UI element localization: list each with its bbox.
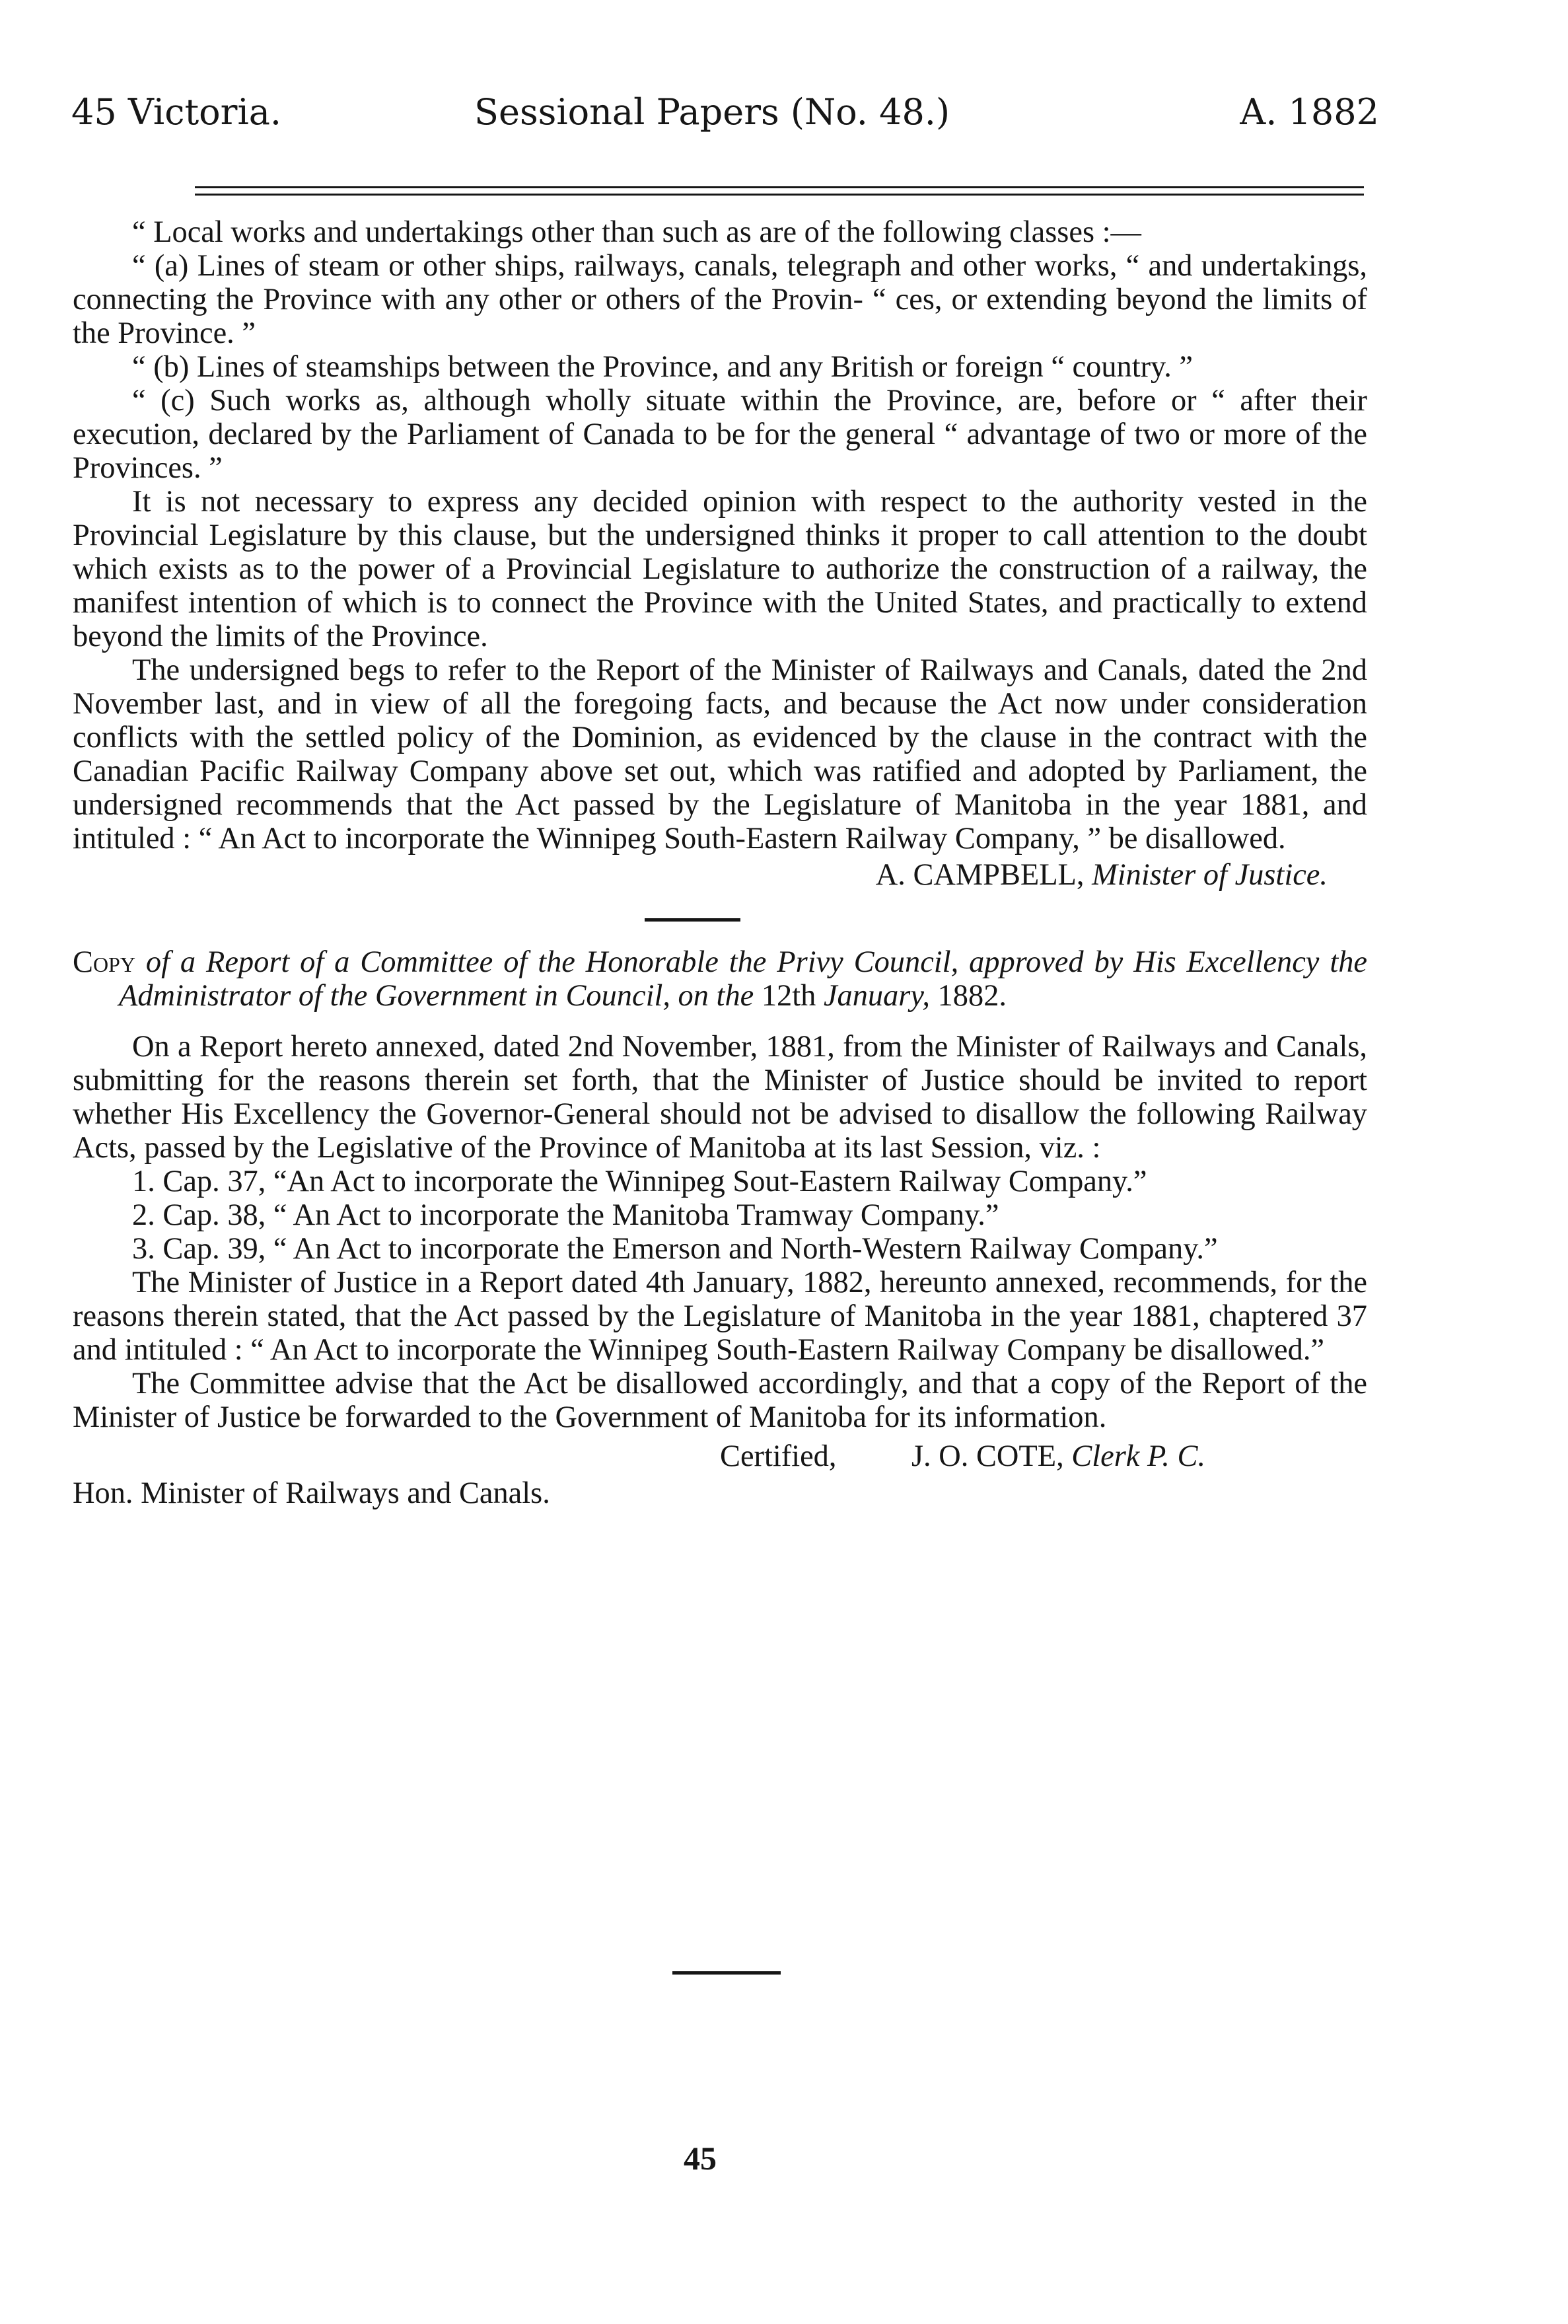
signatory-title: Minister of Justice. [1092,858,1328,892]
clerk-title: Clerk P. C. [1071,1439,1206,1473]
header-year: A. 1882 [1240,91,1379,133]
addressee: Hon. Minister of Railways and Canals. [73,1476,550,1510]
document-body [73,215,1367,1510]
quoted-item-c: “ (c) Such works as, although wholly situate within the Province, are, before or “ after their execution, declared by the Parliament of Canada to be for the general “ advantage of two or more of the Provinces. ” [73,384,1367,485]
report-paragraph-1: On a Report hereto annexed, dated 2nd November, 1881, from the Minister of Railways and Canals, submitting for the reasons therein set forth, that the Minister of Justice should be invited to report whether His Excellency the Governor-General should not be advised to disallow the following Railway Acts, passed by the Legislative of the Province of Manitoba at its last Session, viz. : [73,1030,1367,1165]
certification-line [73,1439,1367,1476]
clerk-signature [911,1439,1205,1473]
act-list-item-3: 3. Cap. 39, “ An Act to incorporate the Emerson and North-Western Railway Company.” [132,1232,1218,1266]
quoted-item-b: “ (b) Lines of steamships between the Province, and any British or foreign “ country. ” [132,350,1194,384]
report-paragraph-2: The Minister of Justice in a Report dated 4th January, 1882, hereunto annexed, recommends, for the reasons therein stated, that the Act passed by the Legislature of Manitoba in the year 1881, chaptered 37 and intituled : “ An Act to incorporate the Winnipeg South-Eastern Railway Company be disallowed.” [73,1266,1367,1367]
clerk-name: J. O. COTE, [911,1439,1064,1473]
heading-date-day: 12th [761,979,816,1013]
header-sessional-papers: Sessional Papers (No. 48.) [474,91,950,133]
act-list-item-2: 2. Cap. 38, “ An Act to incorporate the Manitoba Tramway Company.” [132,1198,999,1232]
authority-paragraph: It is not necessary to express any decided opinion with respect to the authority vested in the Provincial Legislature by this clause, but the undersigned thinks it proper to call attention to the doubt which exists as to the power of a Provincial Legislature to authorize the construction of a railway, the manifest intention of which is to connect the Province with the United States, and practically to extend beyond the limits of the Province. [73,485,1367,653]
heading-lead-word: Copy [73,945,135,979]
header-double-rule [195,186,1364,196]
signatory-name: A. CAMPBELL, [875,858,1085,892]
certified-label: Certified, [720,1439,837,1473]
heading-year: 1882. [937,979,1007,1013]
closing-divider [672,1971,781,1975]
report-heading [73,945,1367,1013]
page-number: 45 [684,2140,717,2177]
report-paragraph-3: The Committee advise that the Act be disallowed accordingly, and that a copy of the Report of the Minister of Justice be forwarded to the Government of Manitoba for its information. [73,1367,1367,1434]
heading-date-month: January, [823,979,930,1013]
quoted-intro: “ Local works and undertakings other than such as are of the following classes :— [132,215,1141,249]
heading-text: of a Report of a Committee of the Honorable the Privy Council, approved by His Excellency the Administrator of the Government in Council, on the [119,945,1367,1013]
minister-signature [73,858,1367,892]
section-divider [645,918,740,922]
quoted-item-a: “ (a) Lines of steam or other ships, railways, canals, telegraph and other works, “ and undertakings, connecting the Province with any other or others of the Provin- “ ces, or extending beyond the limits of the Province. ” [73,249,1367,350]
header-regnal-year: 45 Victoria. [71,91,282,133]
running-header [71,91,1379,151]
recommendation-paragraph: The undersigned begs to refer to the Report of the Minister of Railways and Canals, dated the 2nd November last, and in view of all the foregoing facts, and because the Act now under consideration conflicts with the settled policy of the Dominion, as evidenced by the clause in the contract with the Canadian Pacific Railway Company above set out, which was ratified and adopted by Parliament, the undersigned recommends that the Act passed by the Legislature of Manitoba in the year 1881, and intituled : “ An Act to incorporate the Winnipeg South-Eastern Railway Company, ” be disallowed. [73,653,1367,855]
act-list-item-1: 1. Cap. 37, “An Act to incorporate the Winnipeg Sout-Eastern Railway Company.” [132,1165,1147,1198]
